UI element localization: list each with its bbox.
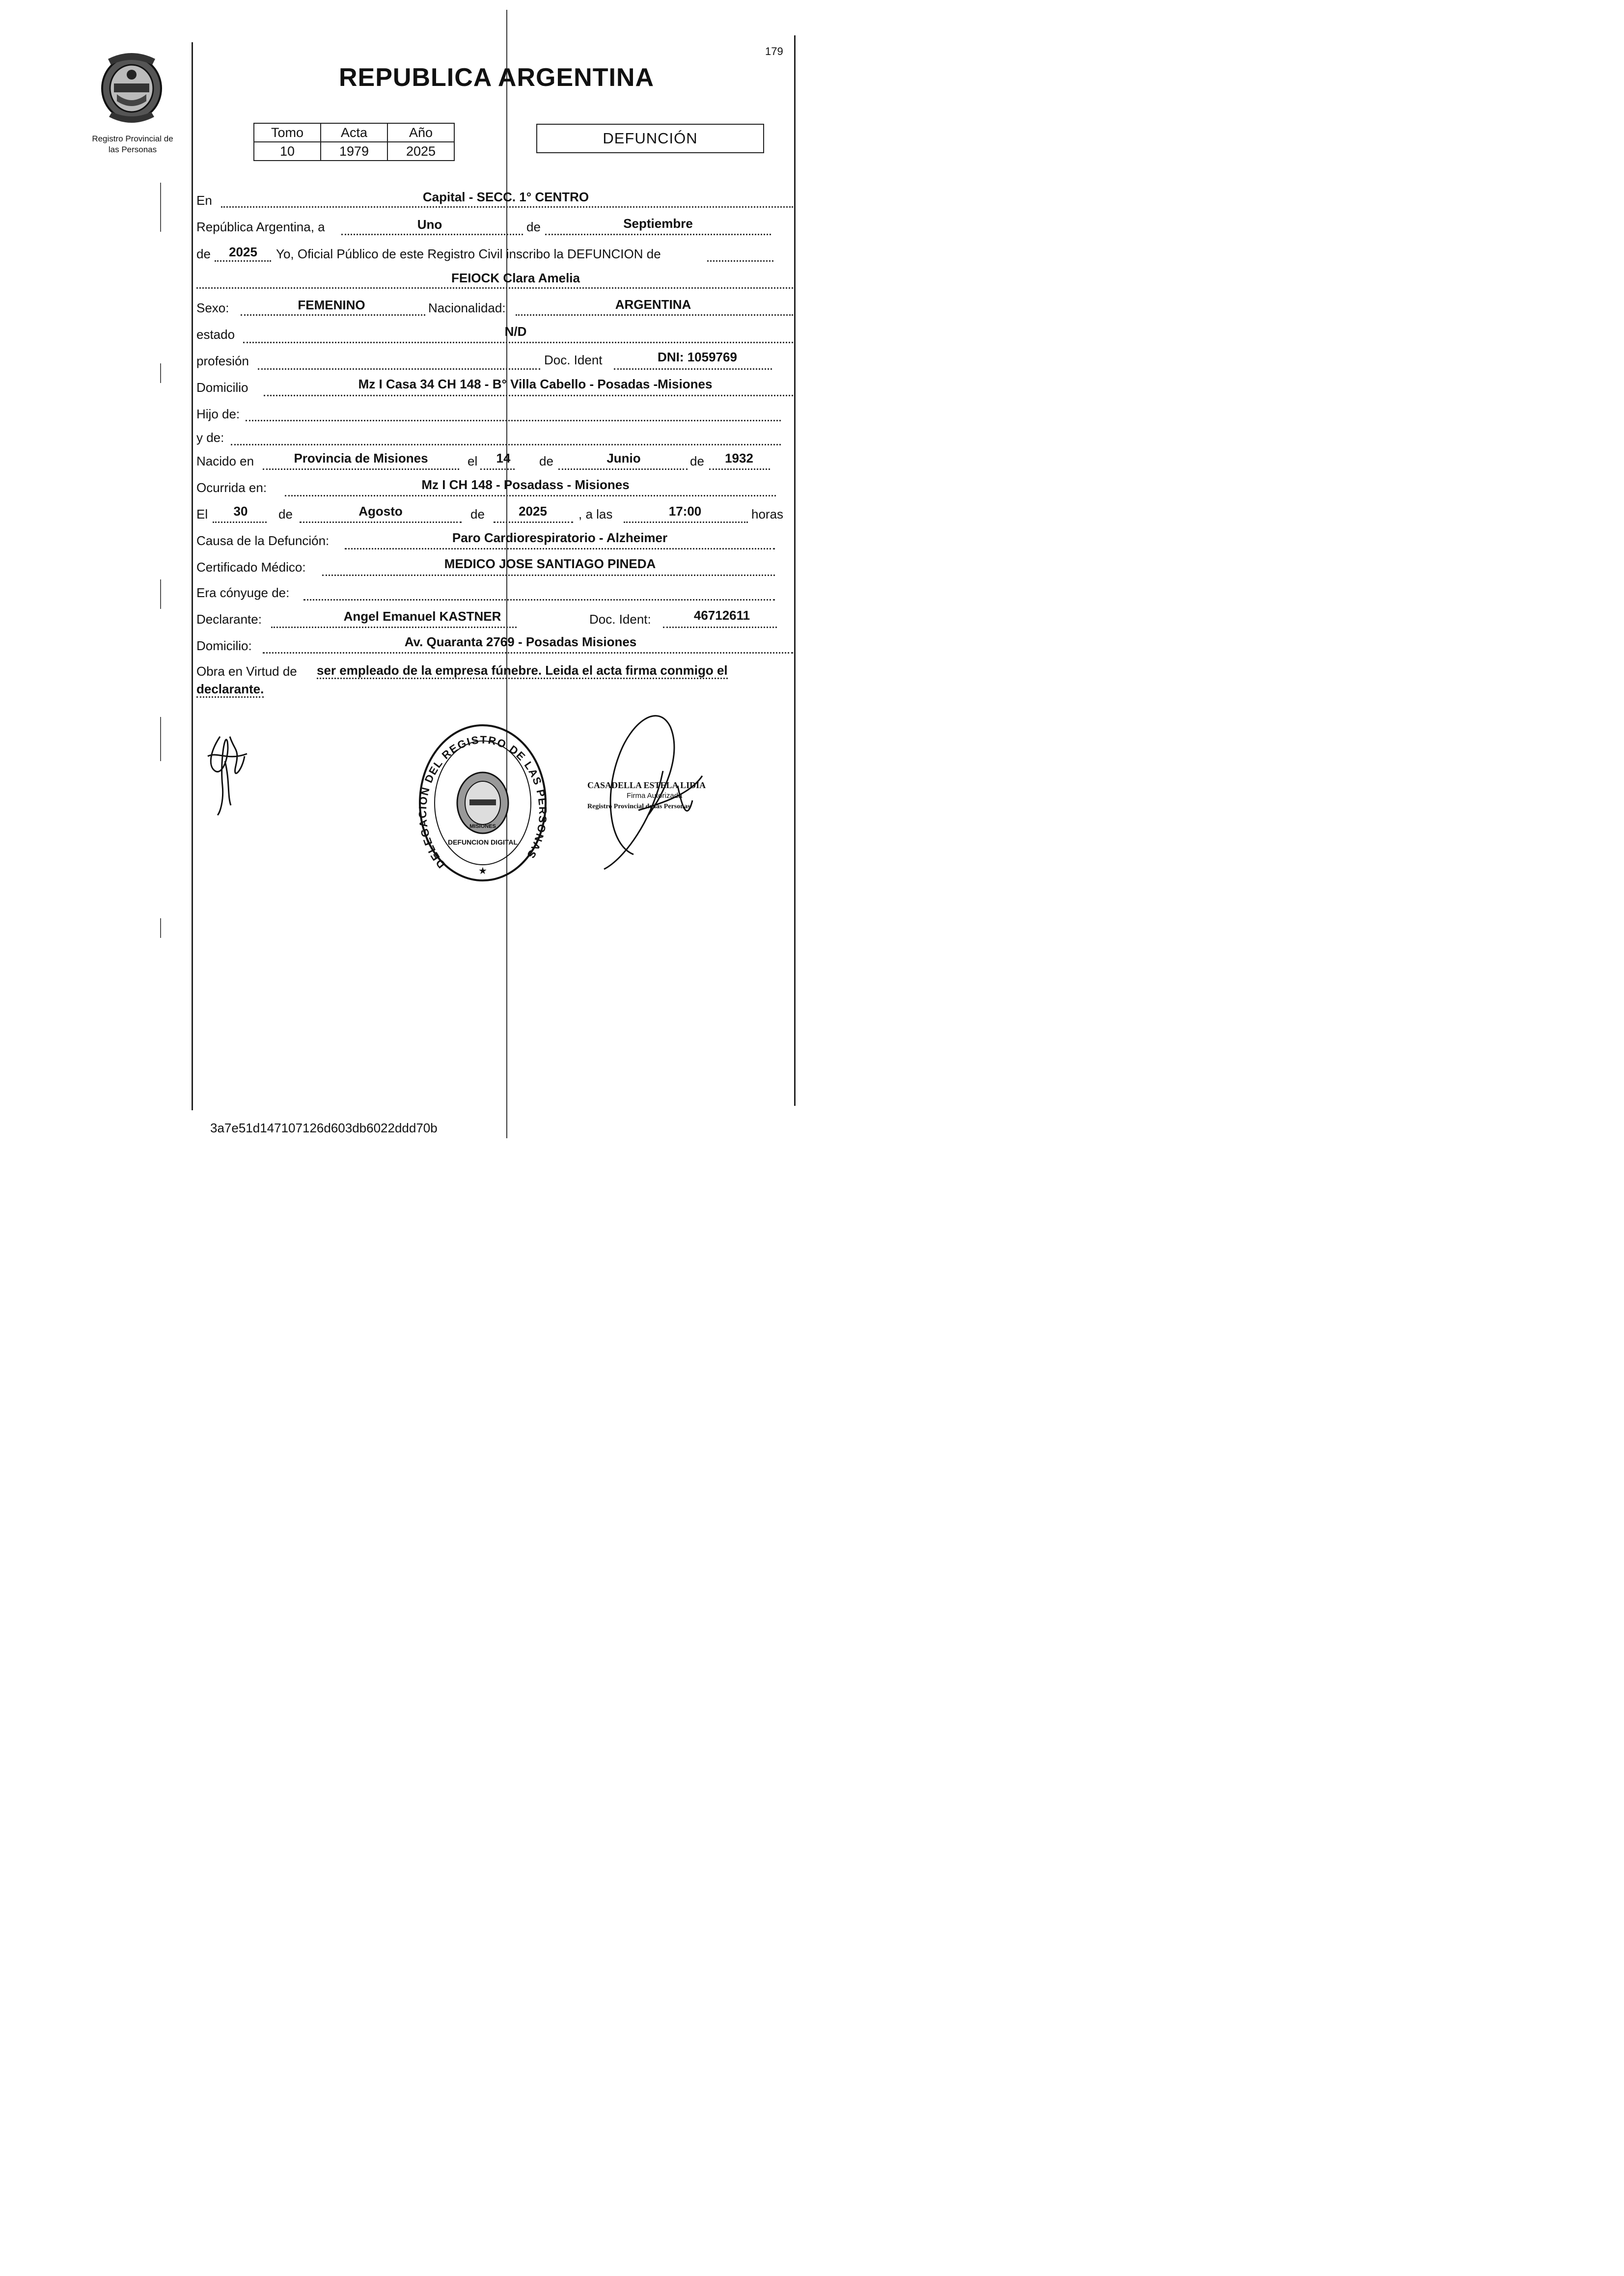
en-label: En — [196, 193, 212, 208]
decl-dom-dots — [263, 652, 793, 654]
death-day-dots — [213, 521, 267, 523]
domicilio-dots — [264, 395, 793, 396]
doc-value: DNI: 1059769 — [658, 350, 737, 364]
death-time-dots — [624, 521, 748, 523]
record-table — [253, 123, 455, 161]
act-type-box: DEFUNCIÓN — [536, 124, 764, 153]
page-number: 179 — [765, 45, 783, 57]
anio-value: 2025 — [387, 142, 454, 161]
estado-label: estado — [196, 327, 235, 342]
page-title: REPUBLICA ARGENTINA — [339, 63, 655, 92]
birth-year: 1932 — [725, 451, 753, 466]
death-time: 17:00 — [668, 504, 702, 519]
conyuge-dots — [303, 599, 775, 601]
nacido-dots — [263, 468, 459, 470]
de-label-4: de — [690, 454, 704, 468]
month-text: Septiembre — [623, 216, 693, 231]
day-text: Uno — [417, 217, 442, 232]
sexo-dots — [241, 314, 425, 316]
margin-mark — [160, 363, 161, 383]
right-margin-line — [794, 35, 796, 1106]
decl-dom-label: Domicilio: — [196, 638, 252, 653]
el2-label: El — [196, 507, 208, 521]
de-label-2: de — [196, 247, 211, 261]
officer-name: CASADELLA ESTELA LIDIA — [587, 780, 706, 790]
stamp-center-text: MISIONES — [469, 823, 496, 829]
officer-role: Firma Autorizada — [627, 792, 683, 800]
domicilio-label: Domicilio — [196, 380, 248, 395]
yde-label: y de: — [196, 430, 224, 445]
doc-dots — [614, 368, 772, 370]
estado-dots — [243, 342, 793, 343]
day-dots — [341, 234, 523, 235]
tomo-header: Tomo — [254, 123, 321, 142]
anio-header: Año — [387, 123, 454, 142]
declarante-value: Angel Emanuel KASTNER — [343, 609, 501, 624]
birth-month-dots — [558, 468, 688, 470]
acta-value: 1979 — [321, 142, 387, 161]
acta-header: Acta — [321, 123, 387, 142]
registry-name — [79, 134, 187, 155]
decl-dom-value: Av. Quaranta 2769 - Posadas Misiones — [404, 634, 637, 649]
registry-name-line2: las Personas — [108, 145, 157, 154]
nacionalidad-label: Nacionalidad: — [428, 301, 506, 315]
causa-label: Causa de la Defunción: — [196, 533, 330, 548]
obra-label: Obra en Virtud de — [196, 664, 297, 679]
estado-value: N/D — [504, 324, 527, 339]
causa-dots — [345, 548, 775, 549]
ocurrida-label: Ocurrida en: — [196, 480, 267, 495]
sexo-value: FEMENINO — [298, 298, 365, 312]
domicilio-value: Mz I Casa 34 CH 148 - B° Villa Cabello - Posadas -Misiones — [358, 377, 713, 391]
year-dots — [215, 260, 271, 262]
ocurrida-dots — [285, 495, 776, 496]
en-dots — [221, 206, 793, 208]
declarante-label: Declarante: — [196, 612, 262, 627]
de-label-1: de — [526, 219, 541, 234]
decl-doc-dots — [663, 627, 777, 628]
declarant-signature — [200, 722, 254, 820]
birth-day: 14 — [496, 451, 511, 466]
death-month: Agosto — [358, 504, 403, 519]
death-day: 30 — [233, 504, 248, 519]
officer-block — [587, 780, 735, 812]
nacido-value: Provincia de Misiones — [294, 451, 428, 466]
profesion-dots — [258, 368, 540, 370]
nacionalidad-dots — [516, 314, 793, 316]
fold-crease-line — [506, 10, 507, 1138]
en-value: Capital - SECC. 1° CENTRO — [422, 190, 589, 204]
conyuge-label: Era cónyuge de: — [196, 585, 290, 600]
obra-text-2: declarante. — [196, 682, 264, 698]
yde-dots — [231, 444, 781, 445]
causa-value: Paro Cardiorespiratorio - Alzheimer — [452, 530, 668, 545]
birth-year-dots — [709, 468, 770, 470]
registry-name-line1: Registro Provincial de — [92, 134, 173, 143]
birth-month: Junio — [606, 451, 641, 466]
cert-dots — [322, 575, 775, 576]
officer-office: Registro Provincial de las Personas — [587, 803, 690, 810]
death-month-dots — [300, 521, 462, 523]
de-label-6: de — [470, 507, 485, 521]
margin-mark — [160, 579, 161, 609]
cert-label: Certificado Médico: — [196, 560, 306, 575]
nacido-label: Nacido en — [196, 454, 254, 468]
stamp-inner-text: DEFUNCION DIGITAL — [447, 838, 518, 846]
birth-day-dots — [480, 468, 515, 470]
republica-label: República Argentina, a — [196, 219, 325, 234]
margin-mark — [160, 717, 161, 761]
decl-doc-value: 46712611 — [693, 608, 750, 623]
cert-value: MEDICO JOSE SANTIAGO PINEDA — [444, 556, 656, 571]
name-dots — [196, 287, 793, 289]
nacionalidad-value: ARGENTINA — [615, 297, 691, 312]
declarante-dots — [271, 627, 517, 628]
profesion-label: profesión — [196, 354, 249, 368]
doc-label: Doc. Ident — [544, 353, 603, 367]
province-seal-logo — [97, 47, 166, 126]
sexo-label: Sexo: — [196, 301, 229, 315]
de-label-5: de — [278, 507, 293, 521]
margin-mark — [160, 918, 161, 938]
margin-mark — [160, 183, 161, 232]
horas-label: horas — [751, 507, 784, 521]
deceased-name: FEIOCK Clara Amelia — [451, 271, 580, 285]
month-dots — [545, 234, 771, 235]
ocurrida-value: Mz I CH 148 - Posadass - Misiones — [421, 477, 630, 492]
left-margin-line — [192, 42, 193, 1110]
de-label-3: de — [539, 454, 553, 468]
hijo-dots — [246, 420, 781, 421]
decl-doc-label: Doc. Ident: — [589, 612, 651, 627]
document-hash: 3a7e51d147107126d603db6022ddd70b — [210, 1121, 438, 1135]
tomo-value: 10 — [254, 142, 321, 161]
death-year: 2025 — [519, 504, 547, 519]
obra-text: ser empleado de la empresa fúnebre. Leida el acta firma conmigo el — [317, 663, 728, 679]
alas-label: , a las — [578, 507, 613, 521]
oficial-text: Yo, Oficial Público de este Registro Civil inscribo la DEFUNCION de — [276, 247, 661, 261]
death-year-dots — [494, 521, 573, 523]
stamp-outer-text: DELEGACION DEL REGISTRO DE LAS PERSONAS — [416, 733, 549, 871]
el-label: el — [468, 454, 478, 468]
star-icon: ★ — [478, 865, 487, 877]
registry-stamp — [416, 722, 549, 884]
year-text: 2025 — [229, 245, 257, 259]
oficial-dots — [707, 260, 773, 262]
hijo-label: Hijo de: — [196, 407, 240, 421]
